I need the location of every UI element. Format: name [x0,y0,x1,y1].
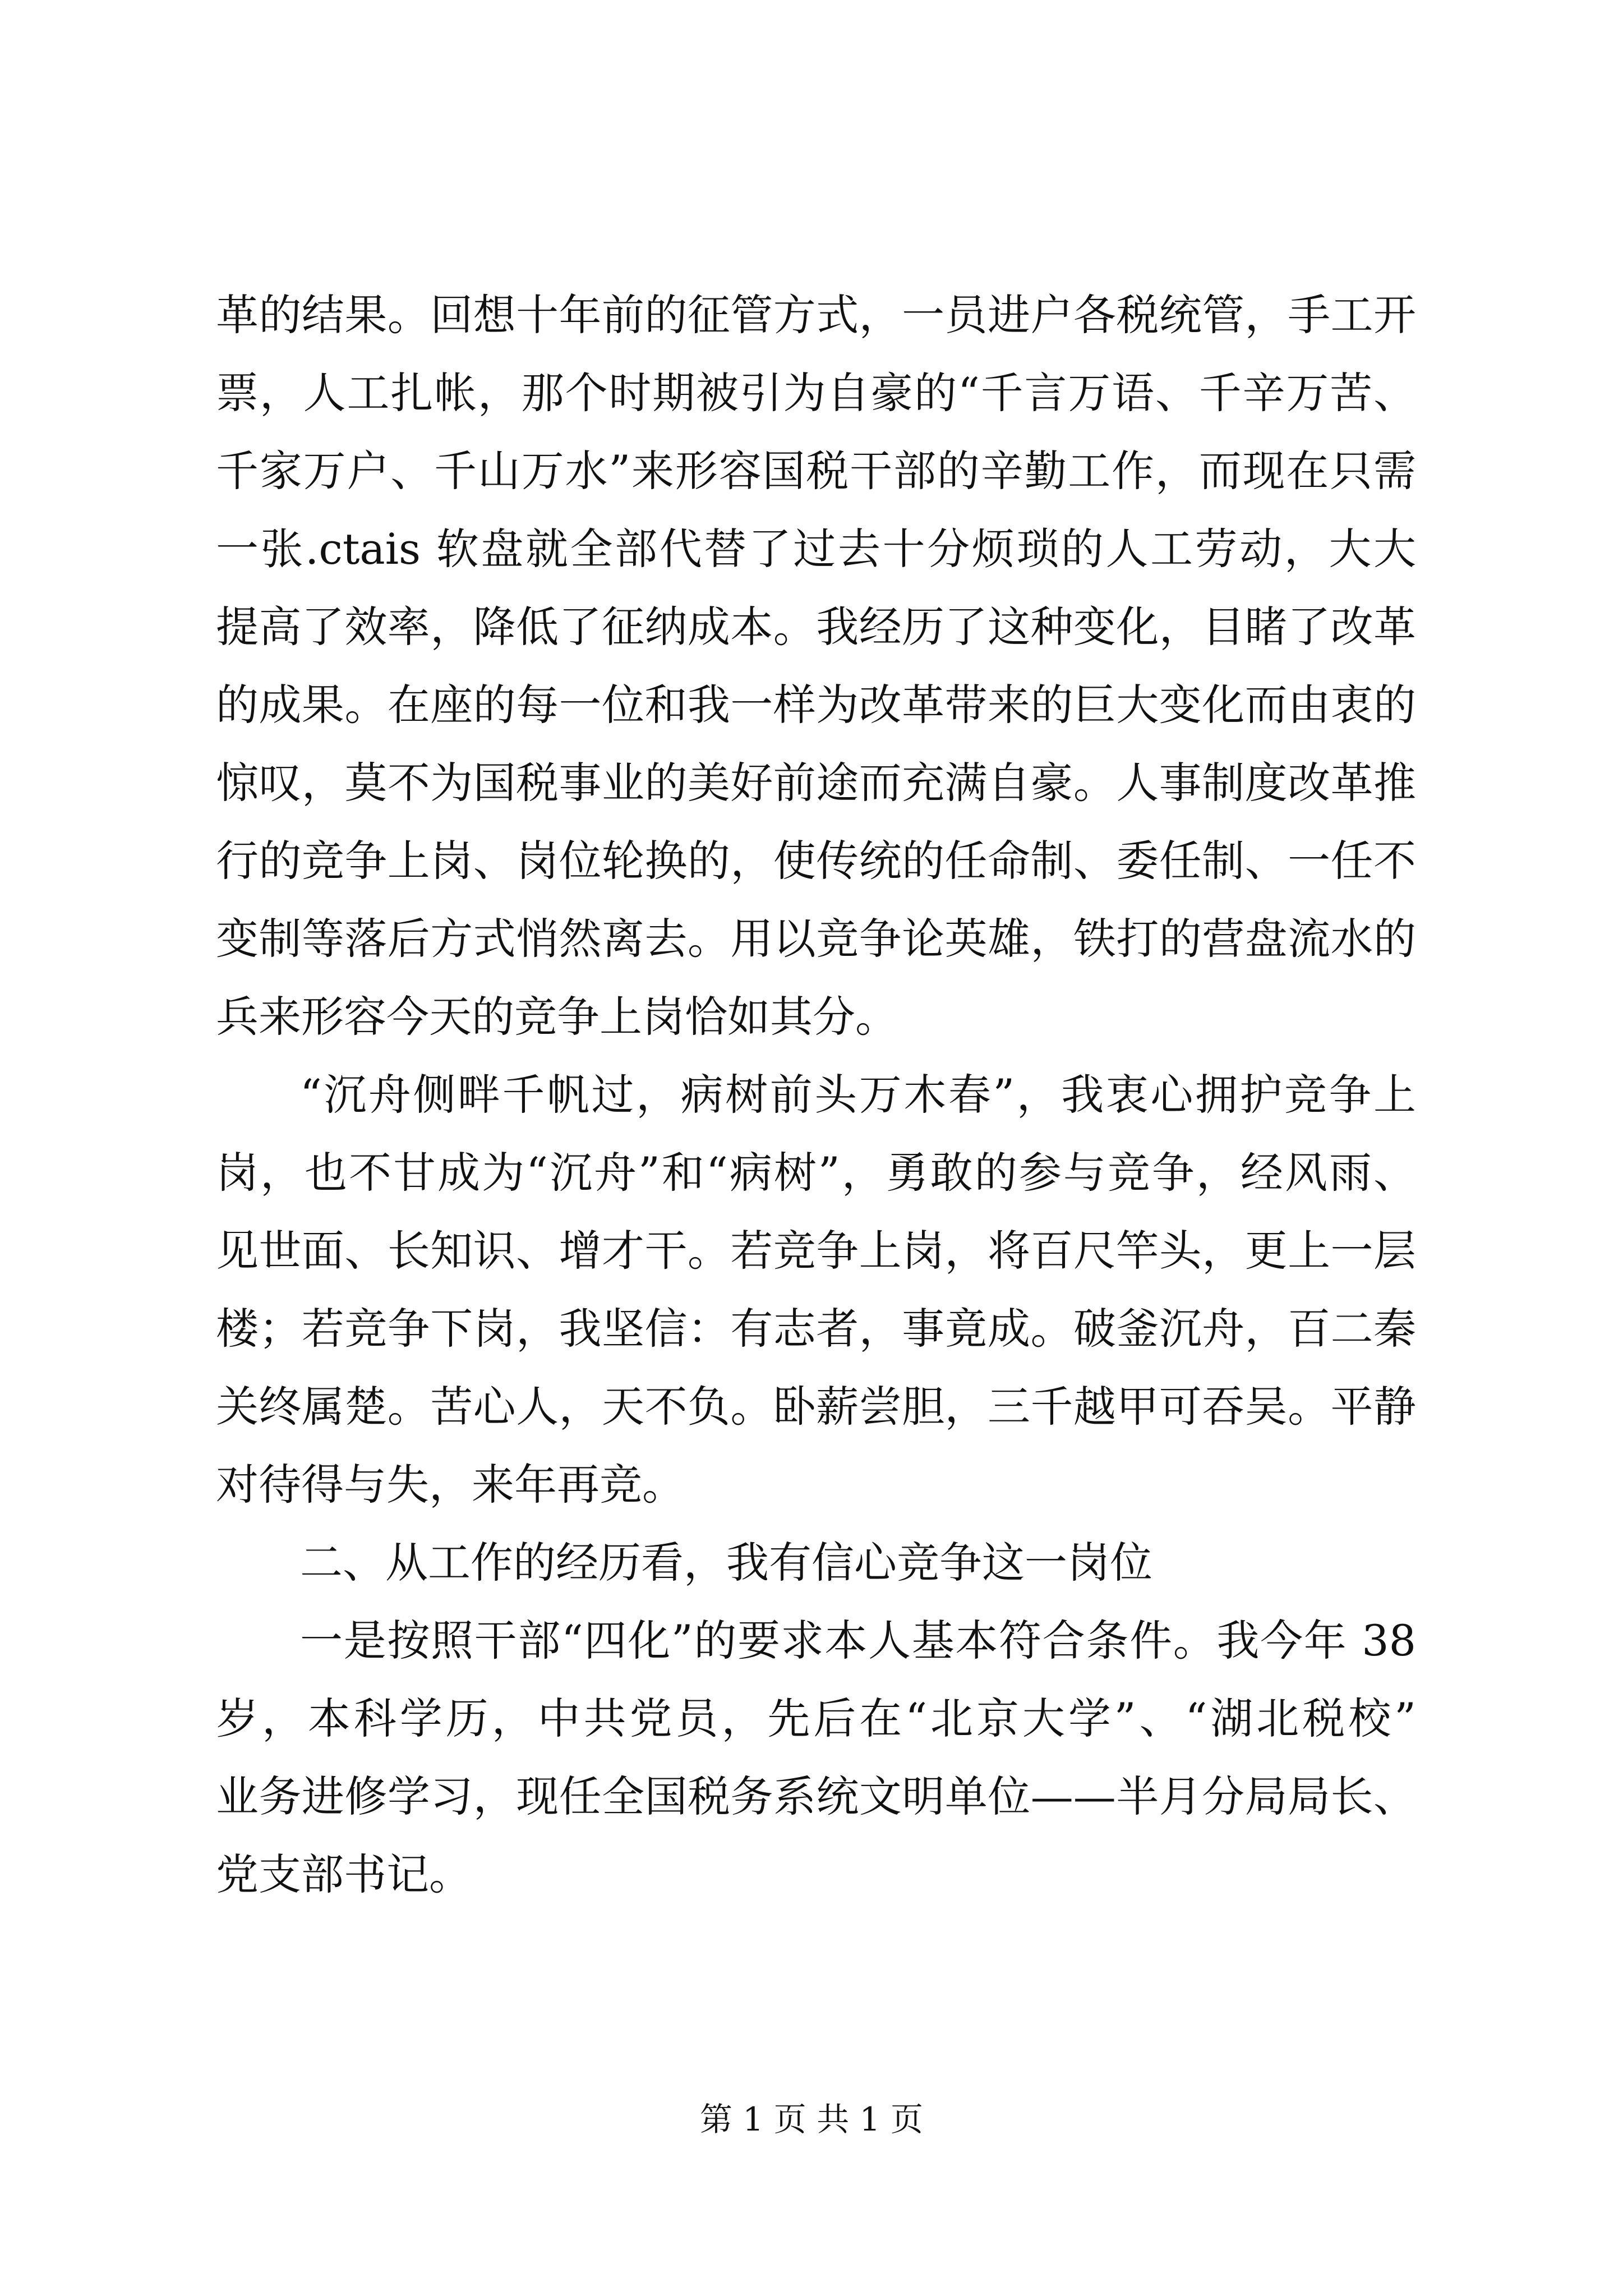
text-line: 关终属楚。苦心人，天不负。卧薪尝胆，三千越甲可吞吴。平静 [216,1382,1416,1432]
text-line: 见世面、长知识、增才干。若竞争上岗，将百尺竿头，更上一层 [216,1226,1416,1276]
text-line: 业务进修学习，现任全国税务系统文明单位——半月分局局长、 [216,1772,1416,1821]
text-line: 岁，本科学历，中共党员，先后在“北京大学”、“湖北税校” [216,1694,1416,1743]
text-line: 兵来形容今天的竞争上岗恰如其分。 [216,992,898,1042]
text-line: “沉舟侧畔千帆过，病树前头万木春”，我衷心拥护竞争上 [300,1070,1416,1120]
text-line: 对待得与失，来年再竞。 [216,1460,685,1510]
text-line: 提高了效率，降低了征纳成本。我经历了这种变化，目睹了改革 [216,602,1416,652]
text-line: 的成果。在座的每一位和我一样为改革带来的巨大变化而由衷的 [216,680,1416,730]
text-line: 岗，也不甘成为“沉舟”和“病树”，勇敢的参与竞争，经风雨、 [216,1148,1416,1198]
body-text [216,276,1416,1913]
page-number-footer: 第 1 页 共 1 页 [700,2100,923,2138]
text-line: 行的竞争上岗、岗位轮换的，使传统的任命制、委任制、一任不 [216,836,1416,886]
text-line: 党支部书记。 [216,1849,472,1899]
text-line: 楼；若竞争下岗，我坚信：有志者，事竟成。破釜沉舟，百二秦 [216,1304,1416,1354]
text-line: 一张.ctais 软盘就全部代替了过去十分烦琐的人工劳动，大大 [216,524,1416,574]
text-line: 惊叹，莫不为国税事业的美好前途而充满自豪。人事制度改革推 [216,758,1416,808]
text-line: 千家万户、千山万水”来形容国税干部的辛勤工作，而现在只需 [216,446,1416,496]
text-line: 票，人工扎帐，那个时期被引为自豪的“千言万语、千辛万苦、 [216,368,1416,418]
text-line: 变制等落后方式悄然离去。用以竞争论英雄，铁打的营盘流水的 [216,914,1416,964]
text-line: 革的结果。回想十年前的征管方式，一员进户各税统管，手工开 [216,290,1416,340]
section-heading: 二、从工作的经历看，我有信心竞争这一岗位 [300,1538,1152,1588]
text-line: 一是按照干部“四化”的要求本人基本符合条件。我今年 38 [300,1616,1416,1665]
